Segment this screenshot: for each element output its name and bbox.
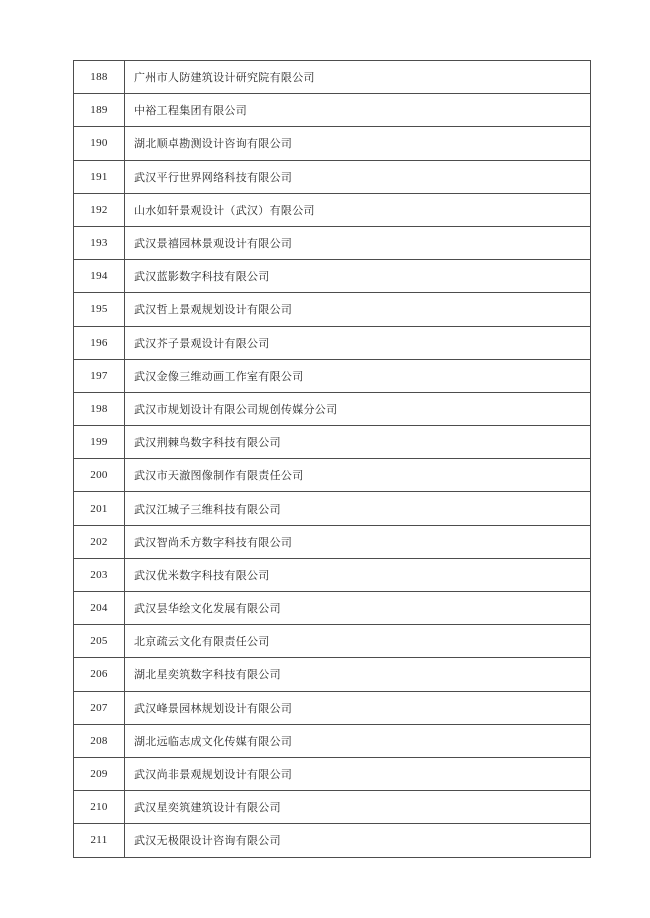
company-name-cell: 广州市人防建筑设计研究院有限公司 [125, 61, 591, 94]
table-row [74, 293, 591, 326]
company-name-cell: 武汉星奕筑建筑设计有限公司 [125, 791, 591, 824]
row-index-cell: 195 [74, 293, 125, 326]
company-name-cell: 武汉市规划设计有限公司规创传媒分公司 [125, 392, 591, 425]
company-name-cell: 武汉蓝影数字科技有限公司 [125, 260, 591, 293]
company-name-cell: 武汉昙华绘文化发展有限公司 [125, 592, 591, 625]
company-list-table-body [74, 61, 591, 858]
row-index-cell: 204 [74, 592, 125, 625]
company-name-cell: 中裕工程集团有限公司 [125, 94, 591, 127]
row-index-cell: 193 [74, 226, 125, 259]
company-name-cell: 武汉荆棘鸟数字科技有限公司 [125, 426, 591, 459]
table-row [74, 824, 591, 857]
row-index-cell: 198 [74, 392, 125, 425]
company-name-cell: 武汉平行世界网络科技有限公司 [125, 160, 591, 193]
row-index-cell: 202 [74, 525, 125, 558]
row-index-cell: 205 [74, 625, 125, 658]
company-name-cell: 武汉市天澈图像制作有限责任公司 [125, 459, 591, 492]
company-list-table [73, 60, 591, 858]
company-name-cell: 武汉尚非景观规划设计有限公司 [125, 757, 591, 790]
table-row [74, 226, 591, 259]
table-row [74, 359, 591, 392]
table-row [74, 160, 591, 193]
row-index-cell: 190 [74, 127, 125, 160]
table-row [74, 392, 591, 425]
row-index-cell: 194 [74, 260, 125, 293]
company-name-cell: 武汉智尚禾方数字科技有限公司 [125, 525, 591, 558]
table-row [74, 757, 591, 790]
company-name-cell: 湖北顺卓勘测设计咨询有限公司 [125, 127, 591, 160]
row-index-cell: 192 [74, 193, 125, 226]
table-row [74, 791, 591, 824]
company-name-cell: 武汉峰景园林规划设计有限公司 [125, 691, 591, 724]
row-index-cell: 188 [74, 61, 125, 94]
table-row [74, 61, 591, 94]
row-index-cell: 210 [74, 791, 125, 824]
company-name-cell: 武汉哲上景观规划设计有限公司 [125, 293, 591, 326]
company-name-cell: 武汉金像三维动画工作室有限公司 [125, 359, 591, 392]
row-index-cell: 191 [74, 160, 125, 193]
row-index-cell: 209 [74, 757, 125, 790]
row-index-cell: 189 [74, 94, 125, 127]
table-row [74, 592, 591, 625]
company-name-cell: 湖北远临志成文化传媒有限公司 [125, 724, 591, 757]
row-index-cell: 200 [74, 459, 125, 492]
company-name-cell: 北京疏云文化有限责任公司 [125, 625, 591, 658]
company-name-cell: 武汉无极限设计咨询有限公司 [125, 824, 591, 857]
table-row [74, 691, 591, 724]
table-row [74, 724, 591, 757]
row-index-cell: 211 [74, 824, 125, 857]
table-row [74, 459, 591, 492]
table-row [74, 492, 591, 525]
row-index-cell: 208 [74, 724, 125, 757]
company-name-cell: 湖北星奕筑数字科技有限公司 [125, 658, 591, 691]
company-name-cell: 武汉景禧园林景观设计有限公司 [125, 226, 591, 259]
company-name-cell: 武汉芥子景观设计有限公司 [125, 326, 591, 359]
table-row [74, 625, 591, 658]
table-row [74, 426, 591, 459]
row-index-cell: 203 [74, 558, 125, 591]
row-index-cell: 199 [74, 426, 125, 459]
row-index-cell: 207 [74, 691, 125, 724]
table-row [74, 326, 591, 359]
table-row [74, 525, 591, 558]
row-index-cell: 206 [74, 658, 125, 691]
row-index-cell: 201 [74, 492, 125, 525]
table-row [74, 94, 591, 127]
company-name-cell: 山水如轩景观设计（武汉）有限公司 [125, 193, 591, 226]
table-row [74, 193, 591, 226]
company-name-cell: 武汉江城子三维科技有限公司 [125, 492, 591, 525]
table-row [74, 658, 591, 691]
table-row [74, 260, 591, 293]
row-index-cell: 197 [74, 359, 125, 392]
row-index-cell: 196 [74, 326, 125, 359]
table-row [74, 558, 591, 591]
table-row [74, 127, 591, 160]
company-name-cell: 武汉优米数字科技有限公司 [125, 558, 591, 591]
